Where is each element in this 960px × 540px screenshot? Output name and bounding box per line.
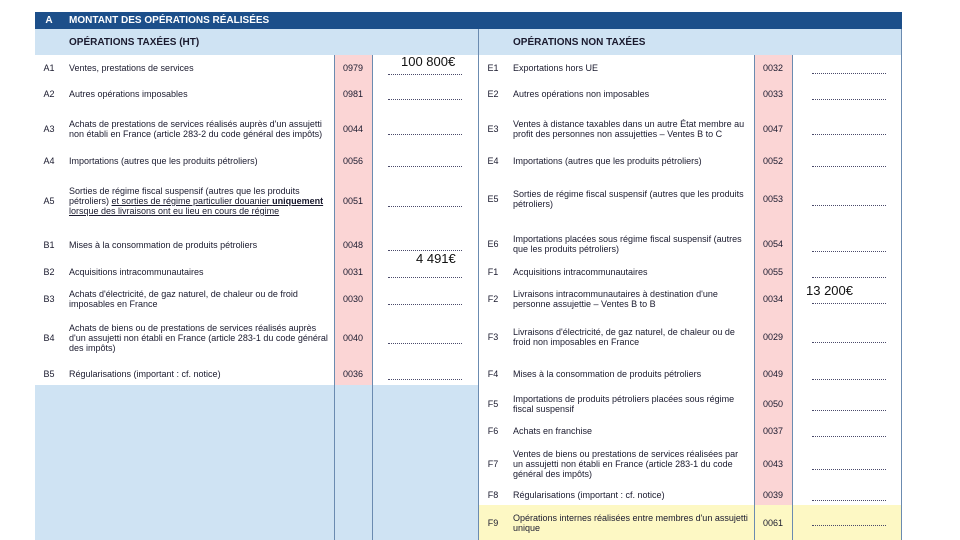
untaxed-operations-panel (479, 55, 902, 540)
row-code: 0040 (342, 333, 364, 343)
row-label: Exportations hors UE (513, 63, 599, 73)
row-label: Acquisitions intracommunautaires (513, 267, 648, 277)
amount-field[interactable]: 4 491€ (416, 251, 456, 266)
section-header (35, 12, 902, 29)
row-label: Sorties de régime fiscal suspensif (autres que les produits pétroliers) (513, 189, 744, 209)
row-code: 0037 (762, 426, 784, 436)
row-code: 0981 (342, 89, 364, 99)
amount-field[interactable] (388, 304, 462, 305)
amount-field[interactable] (388, 379, 462, 380)
row-B2 (35, 251, 479, 280)
row-code: 0049 (762, 369, 784, 379)
row-ref: F5 (487, 399, 499, 409)
amount-field[interactable] (812, 99, 886, 100)
right-heading (479, 29, 902, 55)
row-ref: B5 (43, 369, 55, 379)
row-label: Achats en franchise (513, 426, 593, 436)
row-code: 0048 (342, 240, 364, 250)
row-ref: F9 (487, 518, 499, 528)
row-label: Importations de produits pétroliers placées sous régime fiscal suspensif (513, 394, 735, 414)
row-code: 0979 (342, 63, 364, 73)
row-ref: F7 (487, 459, 499, 469)
row-label: Autres opérations imposables (69, 89, 188, 99)
row-E4 (479, 153, 902, 169)
row-code: 0033 (762, 89, 784, 99)
amount-field[interactable] (812, 205, 886, 206)
amount-field[interactable] (812, 469, 886, 470)
row-ref: A5 (43, 196, 55, 206)
row-label: Achats de prestations de services réalisés auprès d'un assujetti non établi en France (article 283-2 du code général des impôts) (69, 119, 323, 139)
row-ref: F4 (487, 369, 499, 379)
row-B5 (35, 366, 479, 382)
row-code: 0051 (342, 196, 364, 206)
row-label: Acquisitions intracommunautaires (69, 267, 204, 277)
row-A4 (35, 153, 479, 169)
amount-field[interactable] (812, 251, 886, 252)
row-F9 (479, 509, 902, 537)
row-code: 0039 (762, 490, 784, 500)
row-ref: B3 (43, 294, 55, 304)
row-label: Régularisations (important : cf. notice) (69, 369, 221, 379)
row-code: 0052 (762, 156, 784, 166)
row-ref: E6 (487, 239, 499, 249)
row-F7 (479, 445, 902, 483)
row-ref: B2 (43, 267, 55, 277)
section-letter: A (45, 15, 53, 26)
dotted-line (388, 74, 462, 75)
row-code: 0054 (762, 239, 784, 249)
row-ref: B1 (43, 240, 55, 250)
row-A3 (35, 110, 479, 148)
amount-field[interactable]: 100 800€ (401, 54, 456, 69)
row-F5 (479, 391, 902, 417)
row-label: Livraisons intracommunautaires à destination d'une personne assujettie – Ventes B to B (513, 289, 718, 309)
row-label: Régularisations (important : cf. notice) (513, 490, 665, 500)
row-label: Ventes de biens ou prestations de services réalisées par un assujetti non établi en France (article 283-1 du code général des impôts) (513, 449, 739, 479)
row-code: 0034 (762, 294, 784, 304)
row-label: Autres opérations non imposables (513, 89, 650, 99)
row-label (69, 186, 331, 216)
row-A1 (35, 54, 479, 76)
amount-field[interactable] (812, 134, 886, 135)
row-B4 (35, 319, 479, 357)
row-code: 0055 (762, 267, 784, 277)
row-label: Importations (autres que les produits pétroliers) (513, 156, 702, 166)
dotted-line (388, 277, 462, 278)
row-ref: E2 (487, 89, 499, 99)
row-label: Livraisons d'électricité, de gaz naturel, de chaleur ou de froid non imposables en France (513, 327, 735, 347)
row-label: Achats de biens ou de prestations de services réalisés auprès d'un assujetti non établi en France (article 283-1 du code général des impôts) (69, 323, 328, 353)
row-label: Importations (autres que les produits pétroliers) (69, 156, 258, 166)
row-label: Achats d'électricité, de gaz naturel, de chaleur ou de froid imposables en France (69, 289, 298, 309)
amount-field[interactable] (812, 342, 886, 343)
row-code: 0044 (342, 124, 364, 134)
amount-field[interactable] (812, 436, 886, 437)
empty-area (35, 385, 479, 540)
row-E2 (479, 86, 902, 102)
row-label: Opérations internes réalisées entre membres d'un assujetti unique (513, 513, 748, 533)
row-label: Ventes, prestations de services (69, 63, 194, 73)
row-code: 0047 (762, 124, 784, 134)
right-heading-text: OPÉRATIONS NON TAXÉES (513, 36, 646, 48)
row-code: 0036 (342, 369, 364, 379)
row-F2 (479, 283, 902, 312)
amount-field[interactable] (812, 166, 886, 167)
row-ref: A2 (43, 89, 55, 99)
row-ref: E3 (487, 124, 499, 134)
row-code: 0061 (762, 518, 784, 528)
row-code: 0031 (342, 267, 364, 277)
row-code: 0056 (342, 156, 364, 166)
amount-field[interactable] (812, 500, 886, 501)
row-label: Mises à la consommation de produits pétroliers (69, 240, 258, 250)
row-ref: F6 (487, 426, 499, 436)
row-label: Mises à la consommation de produits pétroliers (513, 369, 702, 379)
row-code: 0030 (342, 294, 364, 304)
amount-field[interactable]: 13 200€ (806, 283, 853, 298)
row-F4 (479, 366, 902, 382)
amount-field[interactable] (388, 206, 462, 207)
row-ref: A3 (43, 124, 55, 134)
row-ref: B4 (43, 333, 55, 343)
row-B1 (35, 237, 479, 253)
row-ref: A4 (43, 156, 55, 166)
amount-field[interactable] (812, 410, 886, 411)
row-A2 (35, 86, 479, 102)
left-heading-text: OPÉRATIONS TAXÉES (HT) (69, 36, 200, 48)
row-F3 (479, 324, 902, 350)
row-ref: F8 (487, 490, 499, 500)
row-ref: A1 (43, 63, 55, 73)
left-heading (35, 29, 479, 55)
row-F6 (479, 423, 902, 439)
row-E3 (479, 110, 902, 148)
amount-field[interactable] (388, 134, 462, 135)
row-code: 0050 (762, 399, 784, 409)
row-code: 0043 (762, 459, 784, 469)
row-E1 (479, 60, 902, 76)
amount-field[interactable] (812, 73, 886, 74)
row-ref: F1 (487, 267, 499, 277)
amount-field[interactable] (812, 277, 886, 278)
row-ref: E5 (487, 194, 499, 204)
amount-field[interactable] (812, 379, 886, 380)
row-code: 0029 (762, 332, 784, 342)
amount-field[interactable] (388, 166, 462, 167)
row-label: Ventes à distance taxables dans un autre État membre au profit des personnes non assujetties – Ventes B to C (513, 119, 745, 139)
row-F1 (479, 264, 902, 280)
row-E6 (479, 231, 902, 257)
row-ref: F2 (487, 294, 499, 304)
label-part: et sorties de régime particulier douanier uniquement lorsque des livraisons ont eu lieu en cours de régime (69, 196, 324, 216)
section-title: MONTANT DES OPÉRATIONS RÉALISÉES (69, 15, 270, 26)
row-ref: F3 (487, 332, 499, 342)
amount-field[interactable] (388, 343, 462, 344)
amount-field[interactable] (812, 525, 886, 526)
row-ref: E4 (487, 156, 499, 166)
row-code: 0032 (762, 63, 784, 73)
row-B3 (35, 286, 479, 312)
row-E5 (479, 184, 902, 214)
row-F8 (479, 487, 902, 503)
dotted-line (812, 303, 886, 304)
row-A5 (35, 176, 479, 226)
row-code: 0053 (762, 194, 784, 204)
taxed-operations-panel (35, 55, 479, 540)
row-ref: E1 (487, 63, 499, 73)
label-part: Sorties de régime fiscal suspensif (autres que les produits pétroliers) (69, 186, 300, 206)
amount-field[interactable] (388, 99, 462, 100)
row-label: Importations placées sous régime fiscal suspensif (autres que les produits pétroliers) (513, 234, 742, 254)
